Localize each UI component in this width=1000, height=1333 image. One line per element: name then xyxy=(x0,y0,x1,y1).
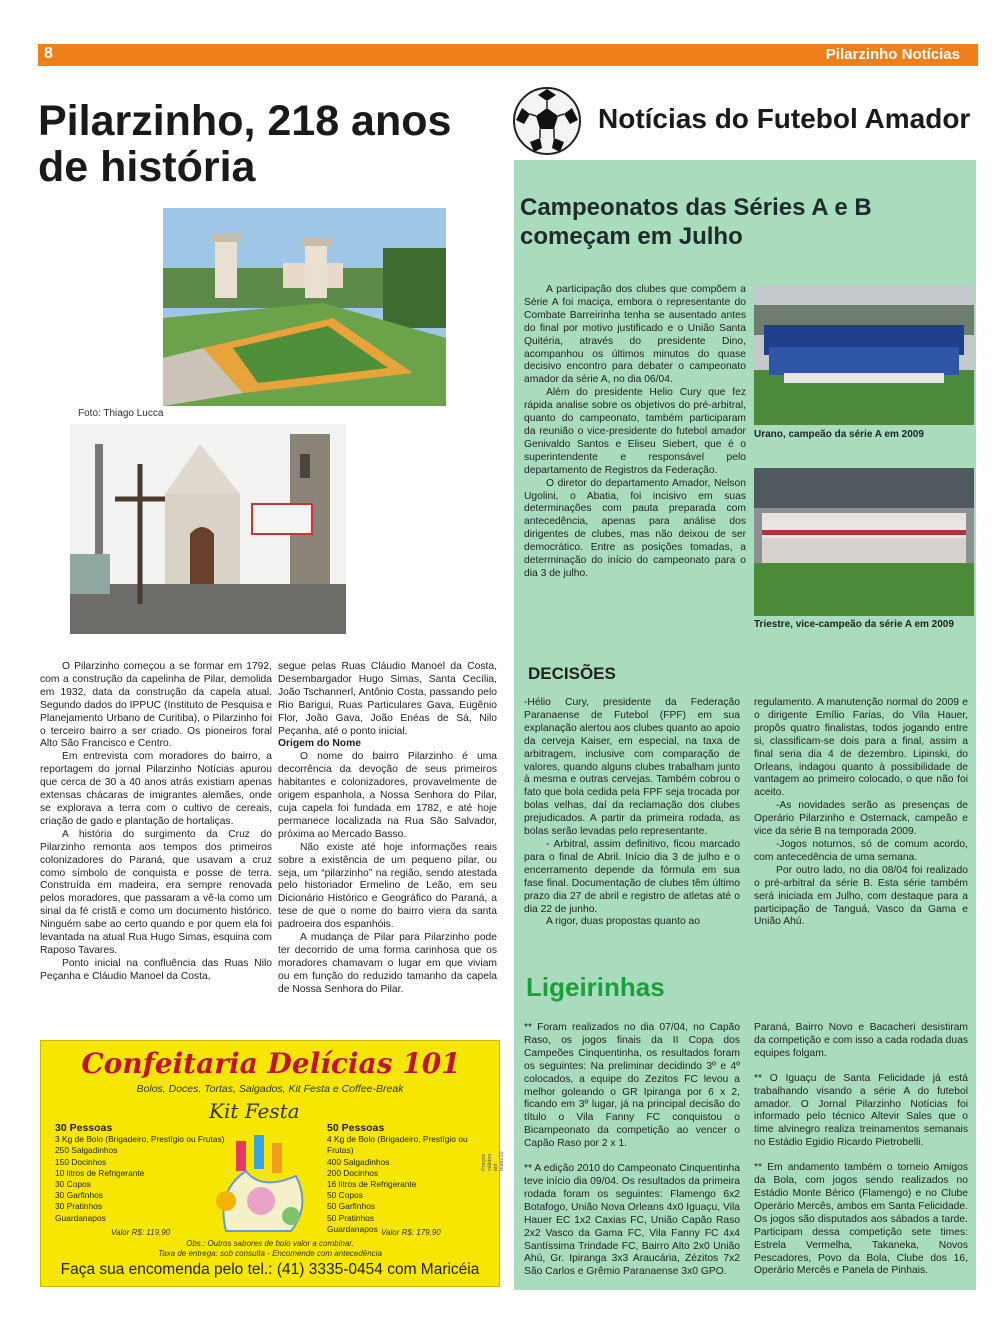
bakery-advertisement xyxy=(40,1040,505,1287)
package-item: 30 Garfinhos xyxy=(55,1190,103,1201)
package-item: 50 Copos xyxy=(327,1190,363,1201)
article-column-2 xyxy=(278,661,497,997)
article-paragraph: O nome do bairro Pilarzinho é uma decorrência da devoção de seus primeiros habitantes e colonizadores, provavelmente de origem espanhola, a Nossa Senhora do Pilar, cuja capela foi fundada em 1782, e até hoje permanece localizada na Rua São Salvador, próxima ao Mercado Basso. xyxy=(278,751,497,840)
package-title: 50 Pessoas xyxy=(327,1122,385,1134)
ligeirinhas-column-1 xyxy=(524,1022,740,1279)
church-photo xyxy=(70,424,346,634)
photo-caption-urano: Urano, campeão da série A em 2009 xyxy=(754,429,924,440)
decisoes-column-2 xyxy=(754,697,968,929)
decisoes-paragraph: A rigor, duas propostas quanto ao xyxy=(546,916,700,928)
package-item: 50 Garfinhos xyxy=(327,1201,375,1212)
article-paragraph: Ponto inicial na confluência das Ruas Nilo Peçanha e Cláudio Manoel da Costa, xyxy=(40,957,272,982)
sports-paragraph: A participação dos clubes que compõem a Série A foi maciça, embora o representante do Combate Barreirinha tenha se ausentado antes do final por motivo justificado e o União Santa Quitéria, através do presidente Dino, acompanhou os últimos minutos do quase decisivo encontro para debater o campeonato amador da série A, no dia 06/04. xyxy=(524,284,746,386)
article-paragraph: Em entrevista com moradores do bairro, a reportagem do jornal Pilarzinho Notícias apurou que cerca de 30 a 40 anos atrás existiam apenas extensas chácaras de imigrantes alemães, onde se explorava a terra com o cultivo de cereais, criação de gado e plantação de hortaliças. xyxy=(40,751,272,827)
ad-delivery-text: Taxa de entrega: sob consulta - Encomende com antecedência xyxy=(158,1249,382,1258)
ad-kit-festa: Kit Festa xyxy=(209,1099,300,1123)
ligeirinhas-note: ** A edição 2010 do Campeonato Cinquentinha teve início dia 09/04. Os resultados da primeira rodada foram os seguintes: Flamengo 6x2 Botafogo, União Nova Orleans 4x0 Iguaçu, Vila Hauer EC 1x2 Caxias FC, União Capão Raso 2x2 Vasco da Gama FC, Vila Fanny FC 4x4 Santíssima Trindade FC, Bairro Alto 2x0 União Ahú, Gr. Ipiranga 3x3 Araucária, Zézitos 7x2 São Carlos e Grêmio Paranaense 3x0 GPO. xyxy=(524,1163,740,1278)
decisoes-column-1 xyxy=(524,697,740,929)
ad-brand-name: Confeitaria Delícias 101 xyxy=(81,1047,461,1080)
sports-paragraph: O diretor do departamento Amador, Nelson Ugolini, o Abatia, foi incisivo em suas determinações com pauta preparada com antecedência, apenas para análise dos dirigentes de clubes, mas não deixou de ser democrático. Entre as posições tomadas, a determinação do início do campeonato para o dia 3 de julho. xyxy=(524,477,746,579)
soccer-ball-icon xyxy=(512,86,582,156)
decisoes-paragraph: Por outro lado, no dia 08/04 foi realizado o pré-arbitral da série B. Esta série também será iniciada em Julho, com destaque para a participação de Tanguá, Vasco da Gama e União Ahú. xyxy=(754,864,968,928)
package-item: 200 Docinhos xyxy=(327,1167,379,1178)
article-paragraph: A mudança de Pilar para Pilarzinho pode ter decorrido de uma forma carinhosa que os moradores chamavam o lugar em que viviam ou em função do reduzido tamanho da capela de Nossa Senhora do Pilar. xyxy=(278,932,497,995)
ligeirinhas-note: ** Foram realizados no dia 07/04, no Capão Raso, os jogos finais da II Copa dos Campeões Cinquentinha, os resultados foram os seguintes: Na preliminar decidindo 3º e 4º colocados, a equipe do Zezitos FC levou a melhor goleando o GR Ipiranga por 6 x 2, ficando em 3º lugar, já na principal decisão do título o Vila Fanny FC conquistou o Bicampeonato da competição ao vencer o Capão Raso por 2 x 1. xyxy=(524,1022,740,1150)
ligeirinhas-note: ** O Iguaçu de Santa Felicidade já está trabalhando visando a série A do futebol amador. O Jornal Pilarzinho Notícias foi informado pelo técnico Altevir Sales que o time alvinegro realiza treinamentos semanais no Estádio Egidio Ricardo Pietrobelli. xyxy=(754,1072,968,1149)
section-subheading: Origem do Nome xyxy=(278,738,361,750)
ad-validity: Preços válidos até maio/10 xyxy=(481,1151,505,1171)
package-title: 30 Pessoas xyxy=(55,1122,113,1134)
sports-section-title: Notícias do Futebol Amador xyxy=(598,103,971,134)
article-paragraph: segue pelas Ruas Cláudio Manoel da Costa, Desembargador Hugo Simas, Santa Cecília, João Tschannerl, Antônio Costa, passando pelo Rio Barigui, Ruas Particulares Gava, Eugênio Flor, João Gava, João Enéas de Sá, Nilo Peçanha, até o ponto inicial. xyxy=(278,661,497,737)
article-paragraph: Não existe até hoje informações reais sobre a existência de um pequeno pilar, ou seja, um “pilarzinho” na região, sendo atestada pelo historiador Ermelino de Leão, em seu Dicionário Histórico e Geográfico do Paraná, a tese de que o nome do bairro viera da santa padroeira dos espanhóis. xyxy=(278,841,497,931)
triestre-team-photo xyxy=(754,468,974,616)
ligeirinhas-note: Paraná, Bairro Novo e Bacacheri desistiram da competição e com isso a cada rodada duas equipes folgam. xyxy=(754,1022,968,1059)
package-50 xyxy=(327,1123,492,1235)
article-column-1 xyxy=(40,661,272,984)
article-paragraph: A história do surgimento da Cruz do Pilarzinho remonta aos tempos dos primeiros colonizadores do Paraná, que usavam a cruz como símbolo de conquista e posse de terra. Construída em madeira, era sempre renovada pelos moradores, que passaram a vê-la como um sinal da fé cristã e como um documento histórico. Ninguém sabe ao certo quando e por quem ela foi levantada na atual Rua Hugo Simas, esquina com Raposo Tavares. xyxy=(40,828,272,956)
park-towers-photo xyxy=(163,208,446,406)
photo-caption-triestre: Triestre, vice-campeão da série A em 2009 xyxy=(754,619,954,630)
ad-obs-text: Obs.: Outros sabores de bolo valor a combinar. xyxy=(186,1239,354,1248)
package-50-price: Valor R$: 179,90 xyxy=(381,1228,441,1237)
party-cake-icon xyxy=(206,1131,316,1236)
publication-name: Pilarzinho Notícias xyxy=(825,46,960,63)
article-paragraph: O Pilarzinho começou a se formar em 1792, com a construção da capelinha de Pilar, demolida em 1932, data da construção da capela atual. Segundo dados do IPPUC (Instituto de Pesquisa e Planejamento Urbano de Curitiba), o Pilarzinho foi o terceiro bairro a ser criado. Os pioneiros foral Alto São Francisco e Centro. xyxy=(40,661,272,750)
package-item: 250 Salgadinhos xyxy=(55,1145,118,1156)
package-item: 400 Salgadinhos xyxy=(327,1156,390,1167)
photo-credit: Foto: Thiago Lucca xyxy=(78,408,164,419)
ad-subtitle: Bolos, Doces, Tortas, Salgados, Kit Festa e Coffee-Break xyxy=(136,1083,404,1095)
decisoes-heading: DECISÕES xyxy=(528,664,616,683)
package-item: 4 Kg de Bolo (Brigadeiro, Prestígio ou Frutas) xyxy=(327,1134,468,1156)
package-item: 150 Docinhos xyxy=(55,1156,107,1167)
urano-team-photo xyxy=(754,285,974,425)
package-item: 30 Pratinhos xyxy=(55,1201,103,1212)
ligeirinhas-column-2 xyxy=(754,1022,968,1278)
package-item: 50 Pratinhos xyxy=(327,1212,375,1223)
article-title: Pilarzinho, 218 anos de história xyxy=(38,97,452,191)
ligeirinhas-note: ** Em andamento também o torneio Amigos da Bola, com jogos sendo realizados no Estádio Monte Bérico (Flamengo) e no Clube Operário Mercês, ambos em Santa Felicidade. Os jogos são disputados aos sábados a tarde. Participam dessa competição sete times: Estrela Vermelha, Takaneka, Novos Pescadores, Povo da Bola, Clube dos 16, Operário Mercês e Panela de Pinhais. xyxy=(754,1162,968,1277)
ad-phone: Faça sua encomenda pelo tel.: (41) 3335-0454 com Maricéia xyxy=(60,1261,480,1278)
sports-intro xyxy=(524,284,746,581)
package-item: 16 litros de Refrigerante xyxy=(327,1179,417,1190)
package-item: 10 litros de Refrigerante xyxy=(55,1167,145,1178)
page-number: 8 xyxy=(44,45,53,62)
package-item: Guardanapos xyxy=(327,1223,378,1234)
decisoes-paragraph: -Hélio Cury, presidente da Federação Paranaense de Futebol (FPF) em sua explanação alertou aos clubes quanto ao apoio da cerveja Kaiser, em especial, na taxa de arbitragem, inclusive com comparação de valores, quando alguns clubes trabalham junto à mesma e outras cervejas. Também cobrou o fato que bola cedida pela FPF seja trocada por bolas velhas, daí da reclamação dos clubes prejudicados. A partir da primeira rodada, as bolas serão levadas pelo representante. xyxy=(524,697,740,838)
package-30-price: Valor R$: 119,90 xyxy=(111,1228,171,1237)
decisoes-paragraph: -As novidades serão as presenças de Operário Pilarzinho e Osternack, campeão e vice da série B na temporada 2009. xyxy=(754,800,968,838)
decisoes-paragraph: regulamento. A manutenção normal do 2009 e o dirigente Emílio Farias, do Vila Hauer, propôs quatro finalistas, todos jogando entre si, classificam-se dois para a final, assim a final seria dia 4 de dezembro. Lipinski, do Orleans, indagou quanto à possibilidade de vantagem ao primeiro colocado, o que não foi aceito. xyxy=(754,697,968,799)
ad-notes xyxy=(41,1239,499,1259)
ligeirinhas-heading: Ligeirinhas xyxy=(526,972,665,1002)
sports-headline: Campeonatos das Séries A e B começam em Julho xyxy=(520,194,872,250)
sports-paragraph: Além do presidente Helio Cury que fez rápida analise sobre os objetivos do pré-arbitral, quanto do campeonato, também participaram da reunião o vice-presidente do futebol amador Genivaldo Santos e Eliseu Siebert, que é o superintendente e responsável pelo departamento de Registros da Federação. xyxy=(524,387,746,476)
package-item: 30 Copos xyxy=(55,1179,91,1190)
package-item: Guardanapos xyxy=(55,1212,106,1223)
decisoes-paragraph: - Arbitral, assim definitivo, ficou marcado para o final de Abril. Início dia 3 de julho e o encerramento depende da fórmula em sua fase final. Documentação de clubes têm último prazo dia 27 de abril e registro de atletas até o dia 22 de junho. xyxy=(524,838,740,915)
decisoes-paragraph: -Jogos noturnos, só de comum acordo, com antecedência de uma semana. xyxy=(754,838,968,863)
package-item: 3 Kg de Bolo (Brigadeiro, Prestígio ou Frutas) xyxy=(55,1134,225,1145)
